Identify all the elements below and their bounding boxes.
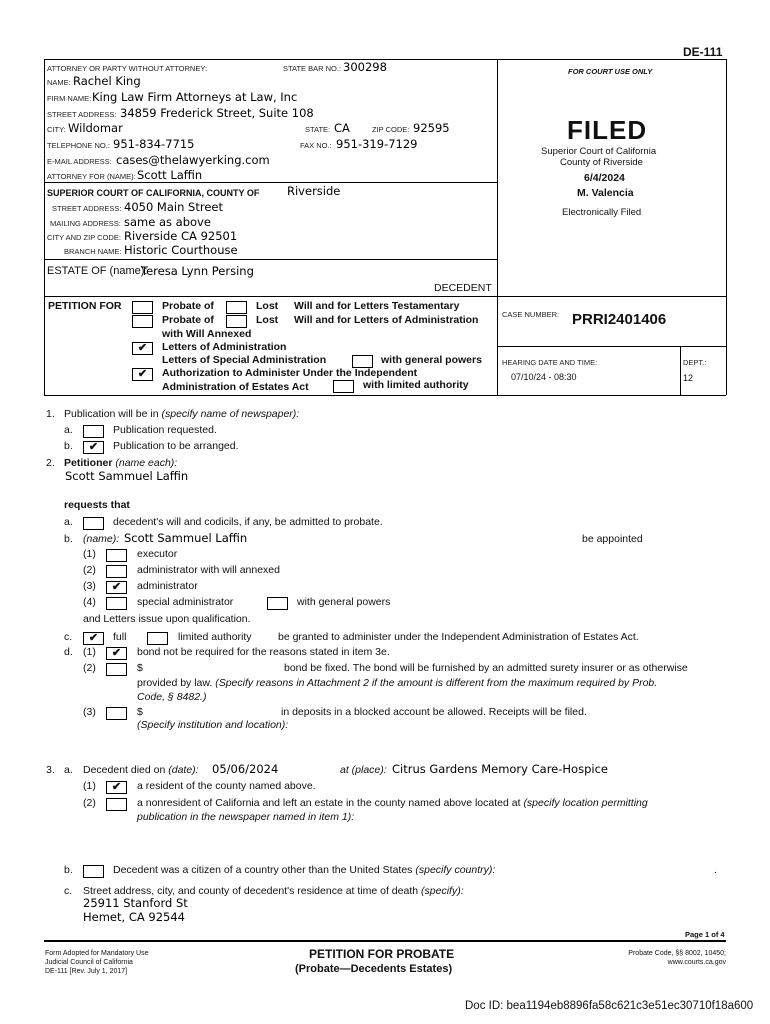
frame-middle [497, 59, 498, 395]
item2b-name-label: (name): [83, 533, 120, 545]
admin-annexed-label: administrator with will annexed [137, 564, 280, 576]
footer-left-line2: Judicial Council of California [45, 959, 133, 966]
item2-label: Petitioner (name each): [64, 457, 178, 469]
checkbox-limited-authority[interactable] [333, 380, 354, 393]
item3-number: 3. [46, 764, 55, 776]
residence-line1: 25911 Stanford St [83, 896, 188, 910]
checkbox-foreign-citizen[interactable] [83, 865, 104, 878]
d2-text: bond be fixed. The bond will be furnished by an admitted surety insurer or as otherwise [284, 662, 688, 674]
item1a-text: Publication requested. [113, 424, 217, 436]
case-number-label: CASE NUMBER: [502, 310, 560, 319]
fax-value: 951-319-7129 [336, 137, 418, 151]
firm-label: FIRM NAME: [47, 94, 92, 103]
a2-text: a nonresident of California and left an estate in the county named above located at (specify location permitting [137, 797, 648, 809]
fax-label: FAX NO.: [300, 141, 332, 150]
city-zip-label: CITY AND ZIP CODE: [47, 233, 121, 242]
footer-right [620, 949, 726, 967]
petitioner-name: Scott Sammuel Laffin [65, 469, 189, 483]
checkbox-probate-administration[interactable] [132, 315, 153, 328]
footer-subtitle: (Probate—Decedents Estates) [295, 963, 453, 975]
letters-special: Letters of Special Administration [162, 354, 327, 366]
at-place-label: at (place): [340, 764, 387, 776]
email-label: E-MAIL ADDRESS: [47, 157, 112, 166]
item3a-text: Decedent died on (date): [83, 764, 199, 776]
divider-attorney [44, 182, 497, 183]
option-4-number: (4) [83, 596, 96, 608]
email-value: cases@thelawyerking.com [116, 153, 270, 167]
death-place: Citrus Gardens Memory Care-Hospice [392, 762, 608, 776]
stamp-clerk: M. Valencia [577, 187, 634, 199]
will-administration: Will and for Letters of Administration [294, 314, 479, 326]
d3-text: in deposits in a blocked account be allowed. Receipts will be filed. [281, 706, 587, 718]
checkbox-item1b[interactable]: ✔ [83, 441, 104, 454]
branch-value: Historic Courthouse [124, 243, 238, 257]
d2-number: (2) [83, 662, 96, 674]
dept-label: DEPT.: [683, 358, 707, 367]
authorization-line2: Administration of Estates Act [162, 381, 309, 393]
lost-2: Lost [256, 314, 279, 326]
special-admin-label: special administrator [137, 596, 234, 608]
state-value: CA [334, 121, 350, 135]
footer-right-line1: Probate Code, §§ 8002, 10450; [628, 950, 726, 957]
full-label: full [113, 631, 127, 643]
state-bar-value: 300298 [343, 60, 387, 74]
item2b-letter: b. [64, 533, 73, 545]
state-bar-label: STATE BAR NO.: [283, 64, 342, 73]
be-appointed: be appointed [582, 533, 643, 545]
dept-value: 12 [683, 373, 694, 383]
checkbox-admin-annexed[interactable] [106, 565, 127, 578]
name-label: NAME: [47, 78, 71, 87]
item1b-text: Publication to be arranged. [113, 440, 239, 452]
city-zip-value: Riverside CA 92501 [124, 229, 238, 243]
item3c-letter: c. [64, 885, 73, 897]
probate-of-2: Probate of [162, 314, 214, 326]
item3c-text: Street address, city, and county of decedent's residence at time of death (specify): [83, 885, 464, 897]
checkbox-limited[interactable] [147, 632, 168, 645]
will-testamentary: Will and for Letters Testamentary [294, 300, 460, 312]
checkbox-administrator[interactable]: ✔ [106, 581, 127, 594]
city-value: Wildomar [68, 121, 123, 135]
attorney-for-value: Scott Laffin [137, 168, 203, 182]
form-number: DE-111 [683, 45, 723, 59]
checkbox-item1a[interactable] [83, 425, 104, 438]
probate-of-1: Probate of [162, 300, 214, 312]
checkbox-probate-testamentary[interactable] [132, 301, 153, 314]
footer-left-line3: DE-111 [Rev. July 1, 2017] [45, 968, 128, 975]
court-street-label: STREET ADDRESS: [52, 204, 122, 213]
authorization-line1: Authorization to Administer Under the Independent [162, 367, 418, 379]
attorney-label: ATTORNEY OR PARTY WITHOUT ATTORNEY: [47, 64, 208, 73]
checkbox-special-general-powers[interactable] [267, 597, 288, 610]
option-1-number: (1) [83, 548, 96, 560]
estate-name: Teresa Lynn Persing [141, 264, 254, 278]
attorney-for-label: ATTORNEY FOR (NAME): [47, 172, 136, 181]
mailing-value: same as above [124, 215, 211, 229]
item1-number: 1. [46, 408, 55, 420]
limited-label: limited authority [178, 631, 252, 643]
a1-text: a resident of the county named above. [137, 780, 316, 792]
decedent-label: DECEDENT [434, 282, 492, 294]
lost-1: Lost [256, 300, 279, 312]
checkbox-bond-fixed[interactable] [106, 663, 127, 676]
city-label: CITY: [47, 125, 66, 134]
d3-dollar: $ [137, 706, 143, 718]
stamp-efiled: Electronically Filed [562, 207, 642, 218]
item2-number: 2. [46, 457, 55, 469]
divider-court [44, 259, 497, 260]
footer-left [45, 949, 149, 976]
petition-for-label: PETITION FOR [48, 300, 122, 312]
stamp-line2: County of Riverside [560, 157, 643, 168]
checkbox-letters-administration[interactable]: ✔ [132, 342, 153, 355]
letters-issue: and Letters issue upon qualification. [83, 613, 251, 625]
zip-label: ZIP CODE: [372, 125, 410, 134]
street-label: STREET ADDRESS: [47, 110, 117, 119]
a1-number: (1) [83, 780, 96, 792]
checkbox-special-admin[interactable] [106, 597, 127, 610]
appointee-name: Scott Sammuel Laffin [124, 531, 248, 545]
footer-left-line1: Form Adopted for Mandatory Use [45, 950, 149, 957]
footer-right-line2: www.courts.ca.gov [667, 959, 726, 966]
executor-label: executor [137, 548, 178, 560]
limited-authority: with limited authority [363, 379, 469, 391]
d1-text: bond not be required for the reasons stated in item 3e. [137, 646, 390, 658]
checkbox-executor[interactable] [106, 549, 127, 562]
checkbox-full-authority[interactable]: ✔ [83, 632, 104, 645]
checkbox-lost-2[interactable] [226, 315, 247, 328]
street-value: 34859 Frederick Street, Suite 108 [120, 106, 314, 120]
general-powers: with general powers [381, 354, 482, 366]
special-general-powers-label: with general powers [297, 596, 391, 608]
a2-number: (2) [83, 797, 96, 809]
checkbox-bond-not-required[interactable]: ✔ [106, 647, 127, 660]
checkbox-resident[interactable]: ✔ [106, 781, 127, 794]
d3-number: (3) [83, 706, 96, 718]
item3b-letter: b. [64, 864, 73, 876]
footer-title: PETITION FOR PROBATE [309, 947, 455, 961]
d2-line3: Code, § 8482.) [137, 691, 207, 703]
option-2-number: (2) [83, 564, 96, 576]
item2c-letter: c. [64, 631, 73, 643]
phone-value: 951-834-7715 [113, 137, 195, 151]
checkbox-blocked-account[interactable] [106, 707, 127, 720]
checkbox-authorization[interactable]: ✔ [132, 368, 153, 381]
a2-line2: publication in the newspaper named in item 1): [137, 811, 355, 823]
mailing-label: MAILING ADDRESS: [50, 219, 121, 228]
divider-dept [680, 346, 681, 395]
death-date: 05/06/2024 [212, 762, 279, 776]
item3b-text: Decedent was a citizen of a country other than the United States (specify country): [113, 864, 496, 876]
d1-number: (1) [83, 646, 96, 658]
d2-line2: provided by law. (Specify reasons in Attachment 2 if the amount is different from the maximum required by Prob. [137, 677, 658, 689]
item2d-letter: d. [64, 646, 73, 658]
item1a-letter: a. [64, 424, 73, 436]
option-3-number: (3) [83, 580, 96, 592]
divider-estate [44, 296, 726, 297]
case-number: PRRI2401406 [572, 311, 667, 328]
filed-stamp: FILED [567, 115, 648, 145]
doc-id: Doc ID: bea1194eb8896fa58c621c3e51ec30710f18a600 [465, 1000, 754, 1012]
divider-case [497, 346, 726, 347]
item3b-period: . [714, 864, 717, 876]
item1-text: Publication will be in (specify name of newspaper): [64, 408, 300, 420]
court-street-value: 4050 Main Street [124, 200, 223, 214]
frame-left [44, 59, 45, 395]
item1b-letter: b. [64, 440, 73, 452]
zip-value: 92595 [413, 121, 450, 135]
item3a-letter: a. [64, 764, 73, 776]
page-number: Page 1 of 4 [685, 930, 725, 939]
estate-label: ESTATE OF (name): [47, 265, 148, 277]
letters-administration: Letters of Administration [162, 341, 287, 353]
item2a-text: decedent's will and codicils, if any, be admitted to probate. [113, 516, 383, 528]
administrator-label: administrator [137, 580, 198, 592]
hearing-label: HEARING DATE AND TIME: [502, 358, 598, 367]
frame-bottom [44, 395, 726, 396]
footer-rule [44, 940, 726, 942]
stamp-line1: Superior Court of California [541, 146, 657, 157]
frame-right [726, 59, 727, 395]
court-label: SUPERIOR COURT OF CALIFORNIA, COUNTY OF [47, 188, 260, 198]
will-annexed: with Will Annexed [162, 328, 252, 340]
requests-that: requests that [64, 499, 130, 511]
phone-label: TELEPHONE NO.: [47, 141, 110, 150]
checkbox-nonresident[interactable] [106, 798, 127, 811]
d2-dollar: $ [137, 662, 143, 674]
residence-line2: Hemet, CA 92544 [83, 910, 185, 924]
checkbox-item2a[interactable] [83, 517, 104, 530]
attorney-name: Rachel King [73, 74, 141, 88]
checkbox-lost-1[interactable] [226, 301, 247, 314]
branch-label: BRANCH NAME: [64, 247, 122, 256]
court-use-label: FOR COURT USE ONLY [568, 67, 653, 76]
stamp-date: 6/4/2024 [584, 172, 625, 184]
firm-name: King Law Firm Attorneys at Law, Inc [92, 90, 298, 104]
granted-text: be granted to administer under the Independent Administration of Estates Act. [278, 631, 639, 643]
item2a-letter: a. [64, 516, 73, 528]
state-label: STATE: [305, 125, 331, 134]
county-value: Riverside [287, 184, 341, 198]
d3-line2: (Specify institution and location): [137, 719, 289, 731]
hearing-value: 07/10/24 - 08:30 [511, 372, 577, 382]
